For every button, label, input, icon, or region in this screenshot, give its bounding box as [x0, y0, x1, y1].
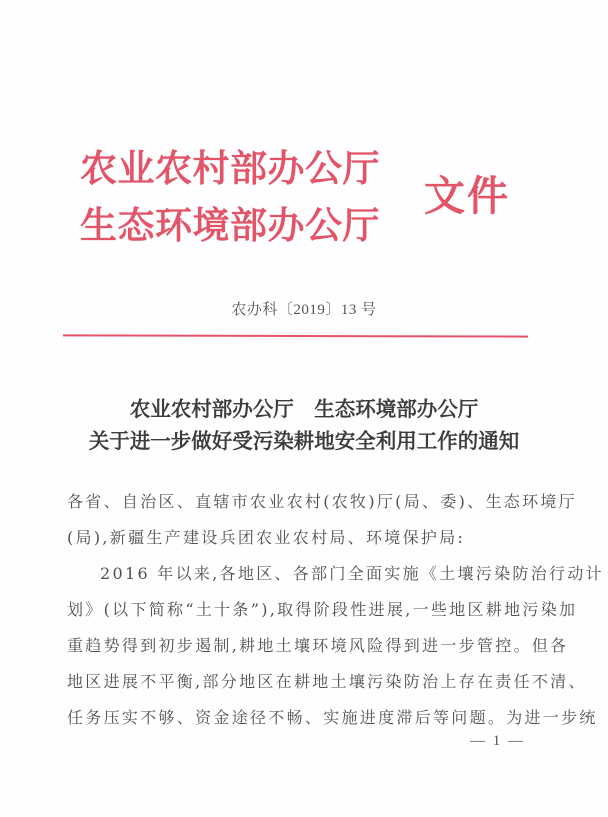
document-number: 农办科〔2019〕13 号: [231, 302, 377, 318]
paragraph-line: 任务压实不够、资金途径不畅、实施进度滞后等问题。为进一步统: [67, 708, 598, 727]
addressee-line: (局),新疆生产建设兵团农业农村局、环境保护局:: [67, 528, 466, 547]
red-separator-line: [63, 334, 528, 337]
issuer-ministry-agriculture: 农业农村部办公厅: [80, 146, 380, 190]
page-number: — 1 —: [470, 733, 525, 749]
paragraph-line: 地区进展不平衡,部分地区在耕地土壤污染防治上存在责任不清、: [67, 672, 587, 691]
paragraph-line: 划》(以下简称“土十条”),取得阶段性进展,一些地区耕地污染加: [67, 600, 578, 619]
document-type-label: 文件: [424, 172, 510, 220]
notice-title-line-1: 农业农村部办公厅 生态环境部办公厅: [129, 397, 479, 421]
paragraph-line: 重趋势得到初步遏制,耕地土壤环境风险得到进一步管控。但各: [67, 636, 569, 655]
addressee-line: 各省、自治区、直辖市农业农村(农牧)厅(局、委)、生态环境厅: [67, 492, 577, 511]
issuer-ministry-ecology: 生态环境部办公厅: [80, 203, 380, 247]
paragraph-line: 2016 年以来,各地区、各部门全面实施《土壤污染防治行动计: [100, 564, 604, 583]
notice-title-line-2: 关于进一步做好受污染耕地安全利用工作的通知: [88, 429, 520, 453]
